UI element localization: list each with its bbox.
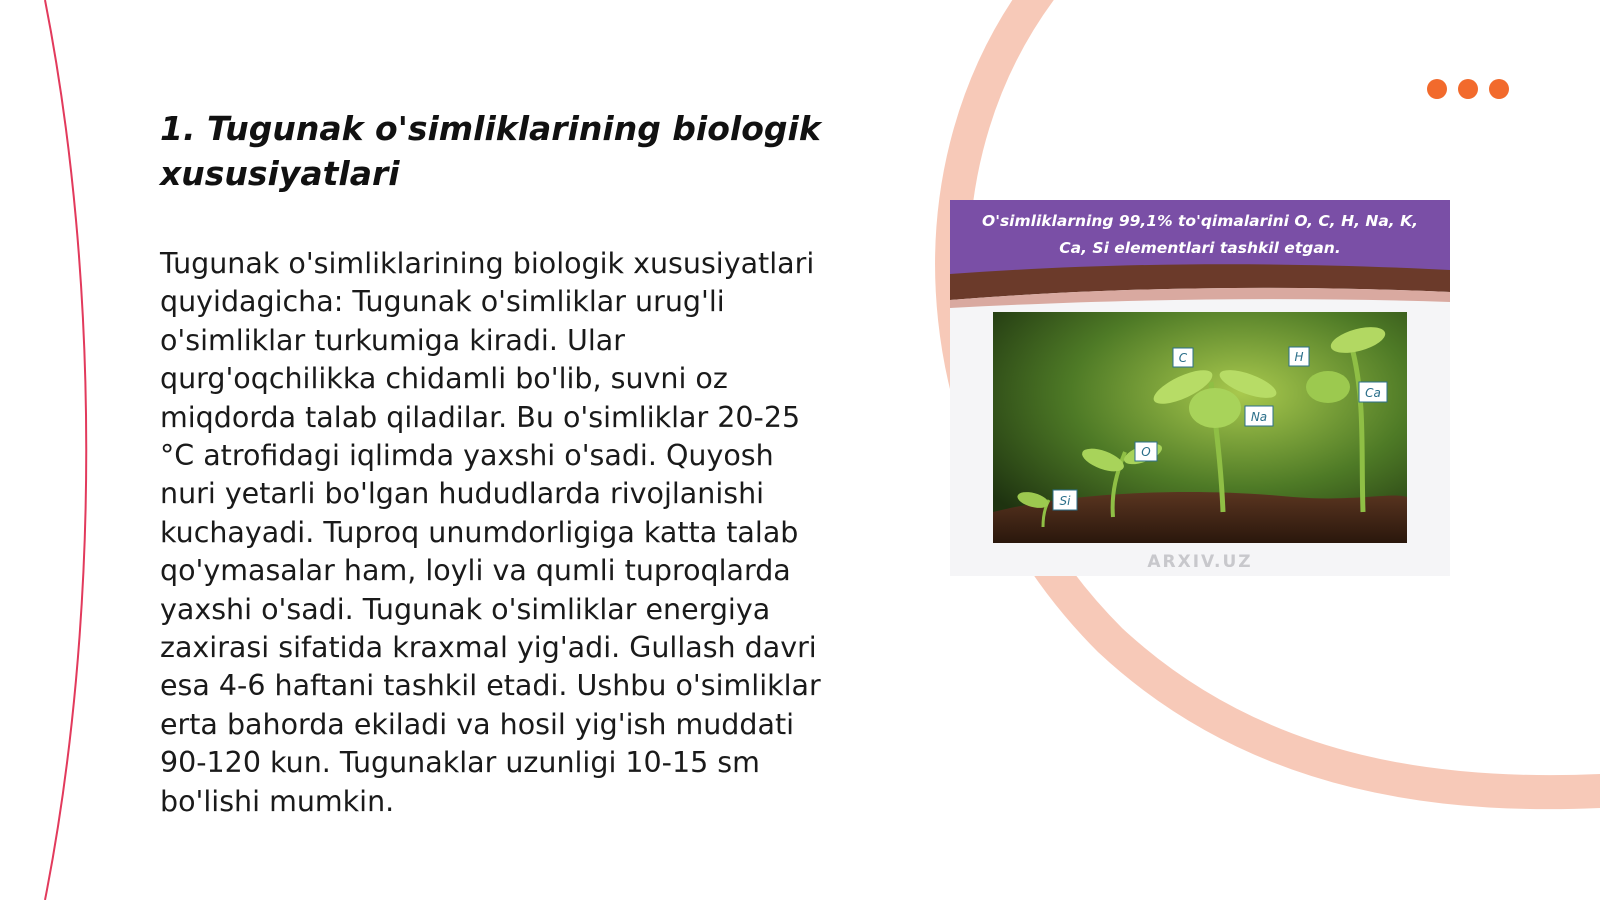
three-dots-icon: [1458, 79, 1478, 99]
element-label-ca: Ca: [1365, 386, 1381, 400]
three-dots-icon: [1427, 79, 1447, 99]
decor-dots: [1427, 79, 1509, 99]
slide-body-text: Tugunak o'simliklarining biologik xususiyatlari quyidagicha: Tugunak o'simliklar urug'li o'simliklar turkumiga kiradi. Ular qurg'oqchilikka chidamli bo'lib, suvni oz miqdorda talab qiladilar. Bu o'simliklar 20-25 °C atrofidagi iqlimda yaxshi o'sadi. Quyosh nuri yetarli bo'lgan hududlarda rivojlanishi kuchayadi. Tuproq unumdorligiga katta talab qo'ymasalar ham, loyli va qumli tuproqlarda yaxshi o'sadi. Tugunak o'simliklar energiya zaxirasi sifatida kraxmal yig'adi. Gullash davri esa 4-6 haftani tashkil etadi. Ushbu o'simliklar erta bahorda ekiladi va hosil yig'ish muddati 90-120 kun. Tugunaklar uzunligi 10-15 sm bo'lishi mumkin.: [160, 247, 821, 818]
element-label-c: C: [1178, 351, 1188, 365]
left-accent-line: [45, 0, 86, 900]
seedlings-photo: [993, 312, 1407, 543]
slide-title: 1. Tugunak o'simliklarining biologik xususiyatlari: [160, 109, 821, 193]
element-label-si: Si: [1059, 494, 1071, 508]
three-dots-icon: [1489, 79, 1509, 99]
figure-banner-wave: [950, 258, 1450, 308]
figure-watermark: ARXIV.UZ: [1147, 552, 1253, 572]
element-label-o: O: [1141, 445, 1151, 459]
plant-elements-figure: [950, 200, 1450, 576]
element-label-na: Na: [1250, 410, 1268, 424]
element-label-h: H: [1294, 350, 1304, 364]
figure-caption: O'simliklarning 99,1% to'qimalarini O, C, H, Na, K, Ca, Si elementlari tashkil etgan.: [982, 212, 1418, 257]
